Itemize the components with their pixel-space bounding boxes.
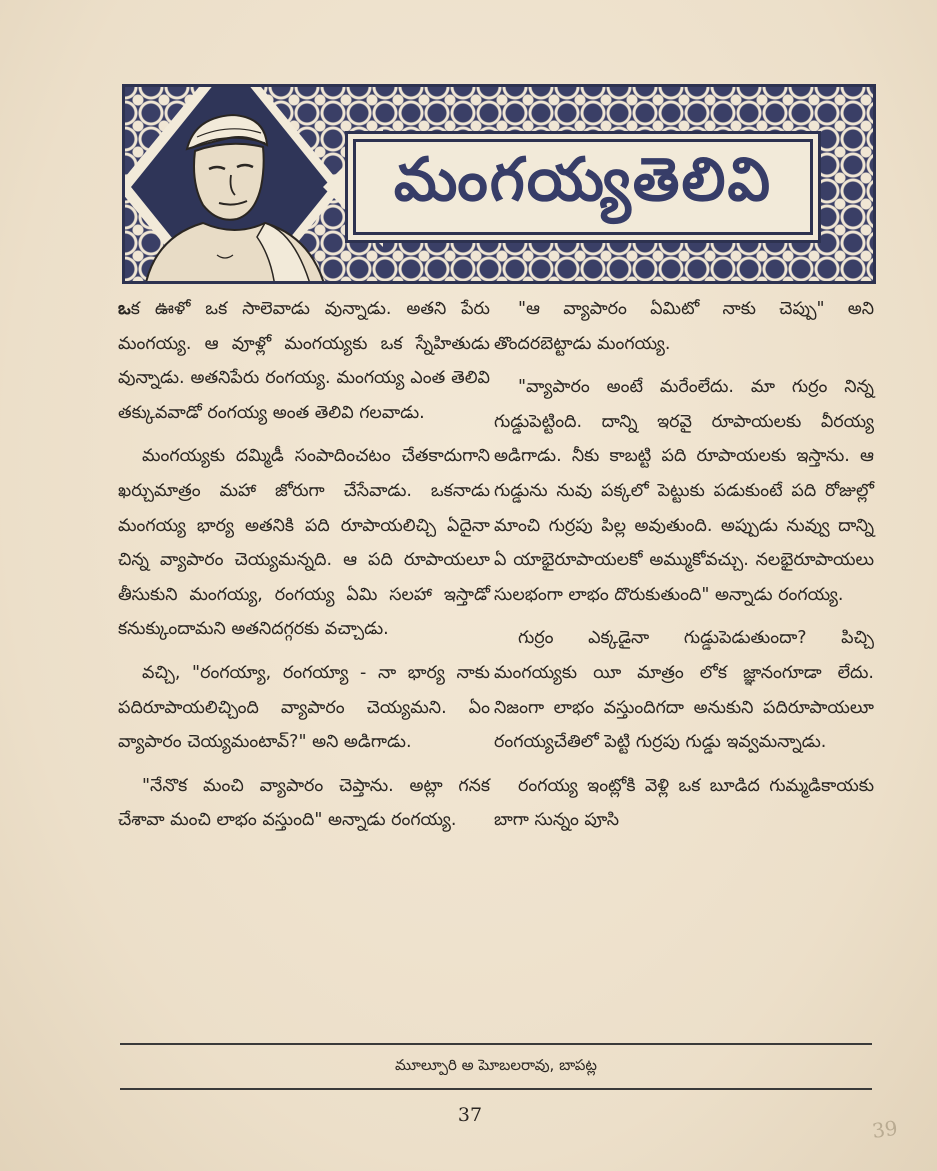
paragraph: "వ్యాపారం అంటే మరేంలేదు. మా గుర్రం నిన్న గుడ్డుపెట్టింది. దాన్ని ఇరవై రూపాయలకు వీరయ్య అడిగాడు. నీకు కాబట్టి పది రూపాయలకు ఇస్తాను. ఆ గుడ్డును నువు పక్కలో పెట్టుకు పడుకుంటే పది రోజుల్లో మాంచి గుర్రపు పిల్ల అవుతుంది. అప్పుడు నువ్వు దాన్ని ఏ యాభైరూపాయలకో అమ్ముకోవచ్చు. నలభైరూపాయలు సులభంగా లాభం దొరుకుతుంది" అన్నాడు రంగయ్య. [494, 377, 874, 605]
paragraph: "ఆ వ్యాపారం ఏమిటో నాకు చెప్పు" అని తొందరబెట్టాడు మంగయ్య. [494, 299, 874, 354]
story-title: మంగయ్యతెలివి [393, 145, 773, 215]
footer-divider-bottom [120, 1088, 872, 1090]
right-column [494, 292, 874, 847]
paragraph: "నేనొక మంచి వ్యాపారం చెప్తాను. అట్లా గనక చేశావా మంచి లాభం వస్తుంది" అన్నాడు రంగయ్య. [118, 775, 490, 831]
paragraph: గుర్రం ఎక్కడైనా గుడ్డుపెడుతుందా? పిచ్చి మంగయ్యకు యీ మాత్రం లోక జ్ఞానంగూడా లేదు. నిజంగా లాభం వస్తుందిగదా అనుకుని పదిరూపాయలూ రంగయ్యచేతిలో పెట్టి గుర్రపు గుడ్డు ఇవ్వమన్నాడు. [494, 628, 874, 753]
pencil-annotation: 39 [870, 1115, 900, 1143]
left-column [118, 292, 490, 847]
paragraph: మంగయ్యకు దమ్మిడీ సంపాదించటం చేతకాదుగాని ఖర్చుమాత్రం మహా జోరుగా చేసేవాడు. ఒకనాడు మంగయ్య భార్య అతనికి పది రూపాయలిచ్చి ఏదైనా చిన్న వ్యాపారం చెయ్యమన్నది. ఆ పది రూపాయలూ తీసుకుని మంగయ్య, రంగయ్య ఏమి సలహా ఇస్తాడో కనుక్కుందామని అతనిదగ్గరకు వచ్చాడు. [118, 446, 490, 640]
paragraph: ఒక ఊళో ఒక సాలెవాడు వున్నాడు. అతని పేరు మంగయ్య. ఆ వూళ్లో మంగయ్యకు ఒక స్నేహితుడు వున్నాడు. అతనిపేరు రంగయ్య. మంగయ్య ఎంత తెలివి తక్కువవాడో రంగయ్య అంత తెలివి గలవాడు. [118, 299, 490, 423]
footer-divider-top [120, 1043, 872, 1045]
page-number: 37 [457, 1104, 483, 1126]
paragraph: వచ్చి, "రంగయ్యా, రంగయ్యా - నా భార్య నాకు పదిరూపాయలిచ్చింది వ్యాపారం చెయ్యమని. ఏం వ్యాపారం చెయ్యమంటావ్?" అని అడిగాడు. [118, 662, 490, 753]
mangayya-portrait-illustration [125, 87, 345, 284]
title-box [353, 139, 813, 235]
author-credit: మూల్పూరి అ పెూబలరావు, బాపట్ల [395, 1056, 597, 1074]
paragraph: రంగయ్య ఇంట్లోకి వెళ్లి ఒక బూడిద గుమ్మడికాయకు బాగా సున్నం పూసి [494, 775, 874, 831]
story-banner [122, 84, 876, 284]
